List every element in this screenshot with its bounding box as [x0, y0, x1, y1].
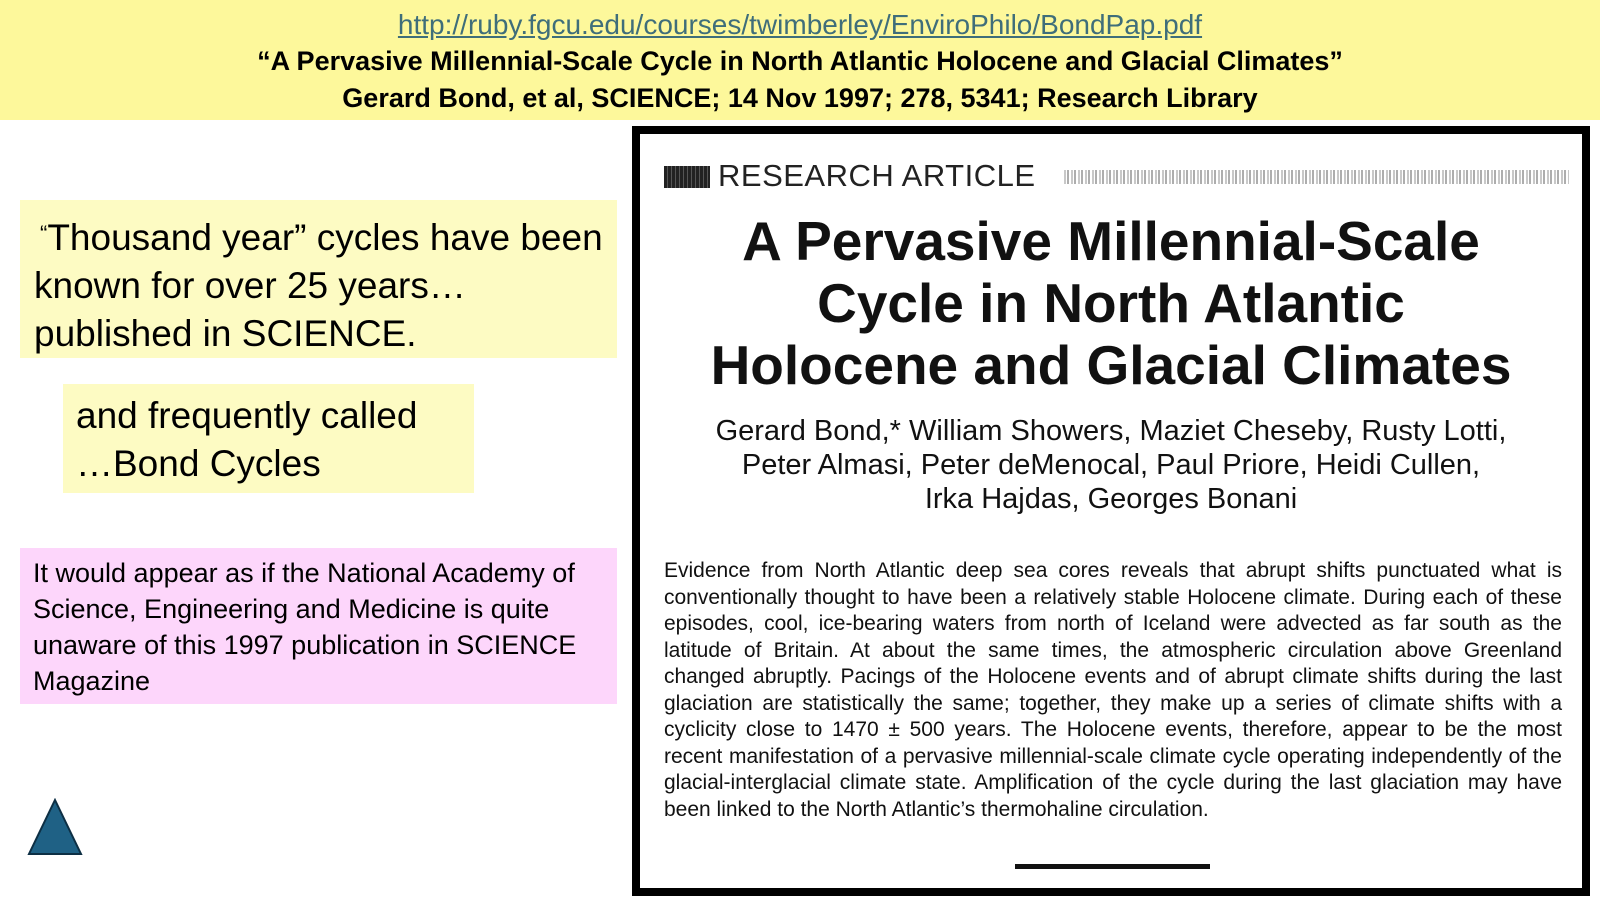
slide-header: [0, 0, 1600, 120]
article-authors: [640, 414, 1582, 516]
article-abstract: Evidence from North Atlantic deep sea cores reveals that abrupt shifts punctuated what is conventionally thought to have been a relatively stable Holocene climate. During each of these episodes, cool, ice-bearing waters from north of Iceland were advected as far south as the latitude of Britain. At about the same times, the atmospheric circulation above Greenland changed abruptly. Pacings of the Holocene events and of abrupt climate shifts during the last glaciation are statistically the same; together, they make up a series of climate shifts with a cyclicity close to 1470 ± 500 years. The Holocene events, therefore, appear to be the most recent manifestation of a pervasive millennial-scale climate cycle operating independently of the glacial-interglacial climate state. Amplification of the cycle during the last glaciation may have been linked to the North Atlantic’s thermohaline circulation.: [664, 559, 1562, 821]
article-title-line: Cycle in North Atlantic: [817, 272, 1405, 334]
author-line: Gerard Bond,* William Showers, Maziet Cheseby, Rusty Lotti,: [715, 415, 1507, 447]
national-academy-text: It would appear as if the National Academy of Science, Engineering and Medicine is quite unaware of this 1997 publication in SCIENCE Magazine: [33, 558, 577, 696]
paper-title-heading: “A Pervasive Millennial-Scale Cycle in North Atlantic Holocene and Glacial Climates”: [257, 46, 1343, 76]
article-title-line: Holocene and Glacial Climates: [710, 334, 1512, 396]
article-title: [640, 210, 1582, 396]
paper-citation: Gerard Bond, et al, SCIENCE; 14 Nov 1997; 278, 5341; Research Library: [342, 83, 1258, 113]
kicker-label: RESEARCH ARTICLE: [718, 158, 1036, 193]
kicker-rule: [1064, 170, 1569, 184]
bond-cycles-callout: [63, 384, 474, 493]
source-url-link[interactable]: http://ruby.fgcu.edu/courses/twimberley/EnviroPhilo/BondPap.pdf: [397, 9, 1203, 40]
author-line: Peter Almasi, Peter deMenocal, Paul Priore, Heidi Cullen,: [741, 449, 1481, 481]
article-title-line: A Pervasive Millennial-Scale: [742, 210, 1480, 272]
national-academy-callout: [20, 548, 617, 704]
thousand-year-text: Thousand year” cycles have been known for over 25 years… published in SCIENCE.: [34, 217, 603, 354]
open-quote-mark: “: [40, 221, 48, 246]
triangle-up-icon[interactable]: [27, 798, 83, 856]
bond-cycles-text: and frequently called …Bond Cycles: [76, 395, 418, 484]
abstract-end-rule: [1015, 864, 1210, 869]
article-kicker: [664, 156, 1569, 196]
thousand-year-callout: [20, 200, 617, 358]
author-line: Irka Hajdas, Georges Bonani: [924, 483, 1298, 515]
article-scan-image: [632, 126, 1590, 896]
kicker-block-icon: [664, 166, 710, 188]
